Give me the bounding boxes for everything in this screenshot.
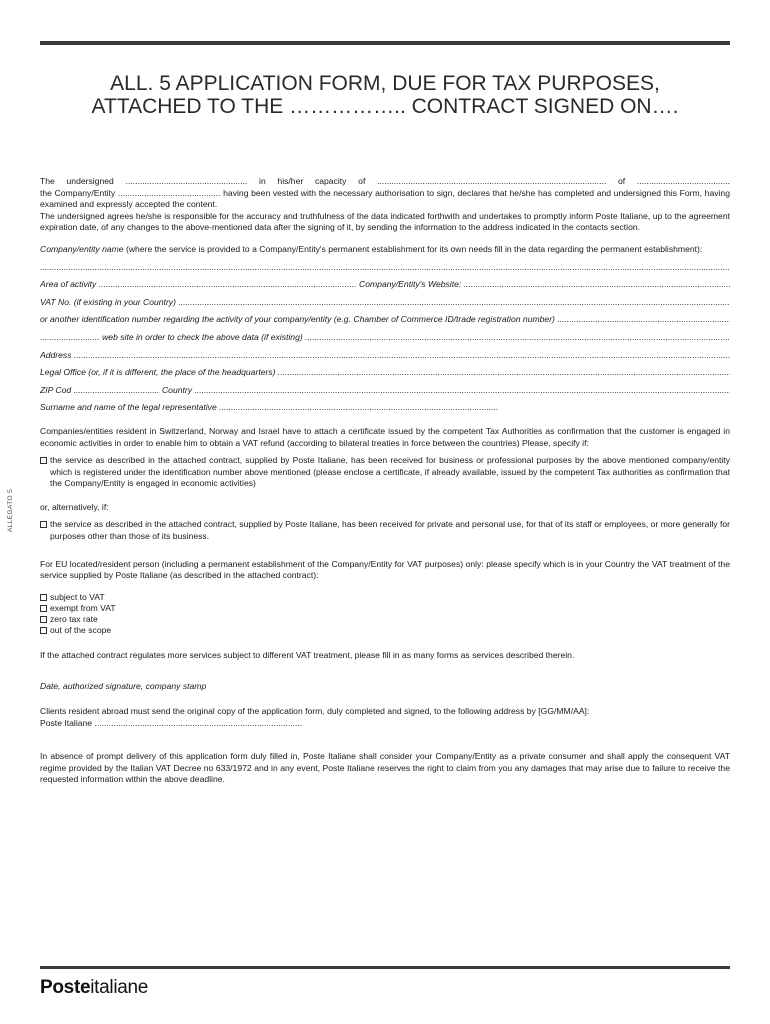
- intro-line-1: [40, 176, 730, 188]
- website-check-prefix[interactable]: .........................: [40, 331, 100, 342]
- bottom-rule: [40, 966, 730, 969]
- clients-abroad-text: Clients resident abroad must send the original copy of the application form, duly completed and signed, to the following address by [GG/MM/AA]:: [40, 706, 590, 717]
- title-line-2: ATTACHED TO THE …………….. CONTRACT SIGNED ON….: [91, 95, 679, 118]
- zip-field[interactable]: ....................................: [73, 384, 160, 395]
- vat-treatment-list: [40, 592, 730, 636]
- intro-line-2: [40, 188, 730, 211]
- logo-regular-part: italiane: [90, 977, 149, 998]
- vat-option-out-of-scope: [40, 625, 730, 636]
- company-name-label: Company/entity name: [40, 243, 124, 254]
- vat-option-exempt: [40, 603, 730, 614]
- vat-option-label: subject to VAT: [50, 591, 105, 602]
- clients-abroad-paragraph: [40, 706, 730, 729]
- legal-rep-field[interactable]: .....................................................................................................................: [219, 402, 499, 413]
- eu-paragraph: For EU located/resident person (including a permanent establishment of the Company/Entity for VAT purposes) only: please specify which is in your Country the VAT treatment of the service supplied by Poste Italiane (as described in the attached contract):: [40, 558, 730, 581]
- private-option-text: the service as described in the attached contract, supplied by Poste Italiane, has been received for private and personal use, for that of its staff or employees, or more generally for purposes other than those of its business.: [50, 519, 730, 542]
- business-option: [40, 455, 730, 490]
- vat-field[interactable]: [178, 297, 730, 309]
- legal-rep-label: Surname and name of the legal representative: [40, 402, 217, 413]
- declaration-text: having been vested with the necessary authorisation to sign, declares that he/she has completed and undersigned this Form, having examined and expressly accepted the content.: [40, 187, 730, 210]
- of-field[interactable]: of .......................................: [618, 176, 730, 186]
- other-id-field[interactable]: [557, 314, 730, 326]
- poste-italiane-logo: [40, 977, 148, 999]
- private-option: [40, 519, 730, 542]
- side-label: ALLEGATO 5: [7, 488, 14, 532]
- company-name-note: (where the service is provided to a Company/Entity's permanent establishment for its own needs fill in the data regarding the permanent establishment):: [125, 243, 703, 254]
- address-label: Address: [40, 349, 72, 360]
- legal-office-field[interactable]: [278, 367, 730, 379]
- vat-option-subject: [40, 592, 730, 603]
- undersigned-field[interactable]: The undersigned ...................................................: [40, 176, 248, 186]
- private-checkbox[interactable]: [40, 521, 47, 528]
- address-row: [40, 350, 730, 362]
- zero-tax-rate-checkbox[interactable]: [40, 616, 47, 623]
- subject-to-vat-checkbox[interactable]: [40, 594, 47, 601]
- vat-option-label: zero tax rate: [50, 613, 98, 624]
- signature-label: Date, authorized signature, company stamp: [40, 681, 207, 692]
- business-checkbox[interactable]: [40, 457, 47, 464]
- legal-rep-row: [40, 402, 730, 414]
- absence-paragraph: In absence of prompt delivery of this application form duly filled in, Poste Italiane shall consider your Company/Entity as a private consumer and shall apply the consequent VAT regime provided by the Italian VAT Decree no 633/1972 and in any event, Poste Italiane reserves the right to claim from you any damages that may arise due to failure to receive the requested information within the above deadline.: [40, 751, 730, 785]
- poste-address-field[interactable]: Poste Italiane .......................................................................................: [40, 717, 303, 728]
- website-check-row: [40, 332, 730, 344]
- multiple-services-note: If the attached contract regulates more services subject to different VAT treatment, please fill in as many forms as services described therein.: [40, 649, 575, 660]
- responsibility-paragraph: The undersigned agrees he/she is responsible for the accuracy and truthfulness of the data indicated forthwith and undertakes to promptly inform Poste Italiane, up to the agreement expiration date, of any changes to the above-mentioned data after the signing of it, by sending the information to the address indicated in the contacts section.: [40, 210, 730, 233]
- business-option-text: the service as described in the attached contract, supplied by Poste Italiane, has been received for business or professional purposes by the above mentioned company/entity which is registered under the identification number above mentioned (please enclose a certificate, if already available, issued by the competent Tax authorities as confirmation that the Company/Entity is engaged in economic activities): [50, 455, 730, 489]
- address-field[interactable]: [74, 350, 730, 362]
- top-rule: [40, 41, 730, 45]
- title-line-1: ALL. 5 APPLICATION FORM, DUE FOR TAX PURPOSES,: [110, 72, 660, 95]
- legal-office-row: [40, 367, 730, 379]
- vat-option-label: exempt from VAT: [50, 602, 116, 613]
- company-name-field[interactable]: [40, 262, 730, 274]
- switzerland-paragraph: Companies/entities resident in Switzerland, Norway and Israel have to attach a certificate issued by the competent Tax Authorities as confirmation that the customer is engaged in economic activities in order to enable him to obtain a VAT refund (according to bilateral treaties in force between the countries) Please, specify if:: [40, 425, 730, 448]
- website-field[interactable]: [464, 279, 730, 291]
- company-name-paragraph: [40, 244, 730, 256]
- company-entity-field[interactable]: the Company/Entity ...........................................: [40, 187, 221, 198]
- area-of-activity-label: Area of activity: [40, 279, 97, 290]
- capacity-field[interactable]: in his/her capacity of ................................................................................................: [259, 176, 607, 186]
- legal-office-label: Legal Office (or, if it is different, the place of the headquarters): [40, 367, 276, 378]
- website-check-field[interactable]: [305, 332, 730, 344]
- other-id-row: [40, 314, 730, 326]
- vat-option-zero: [40, 614, 730, 625]
- website-check-label: web site in order to check the above data (if existing): [102, 331, 303, 342]
- vat-label: VAT No. (if existing in your Country): [40, 296, 176, 307]
- logo-bold-part: Poste: [40, 977, 91, 998]
- zip-label: ZIP Cod: [40, 384, 72, 395]
- or-alternatively: or, alternatively, if:: [40, 501, 109, 512]
- country-field[interactable]: [194, 385, 730, 397]
- vat-option-label: out of the scope: [50, 624, 112, 635]
- exempt-from-vat-checkbox[interactable]: [40, 605, 47, 612]
- form-body: [40, 176, 730, 786]
- vat-row: [40, 297, 730, 309]
- zip-country-row: [40, 385, 730, 397]
- website-label: Company/Entity's Website:: [359, 279, 462, 290]
- form-title: [40, 72, 730, 118]
- out-of-scope-checkbox[interactable]: [40, 627, 47, 634]
- country-label: Country: [161, 384, 193, 395]
- area-of-activity-field[interactable]: ............................................................................................................: [98, 279, 357, 290]
- area-website-row: [40, 279, 730, 291]
- other-id-label: or another identification number regarding the activity of your company/entity (e.g. Chamber of Commerce ID/trade registration number): [40, 314, 555, 325]
